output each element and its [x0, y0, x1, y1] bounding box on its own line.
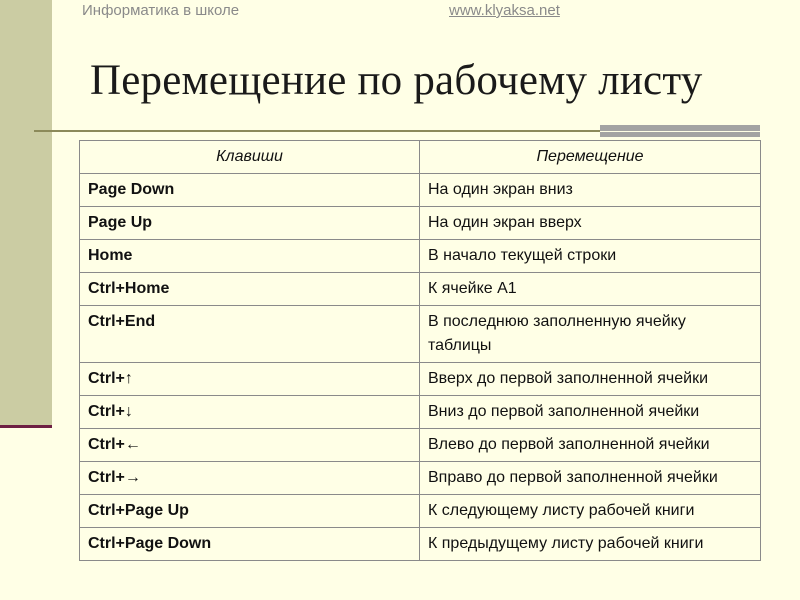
key-cell: Home	[80, 240, 420, 273]
key-cell: Page Down	[80, 174, 420, 207]
title-divider	[34, 130, 600, 132]
left-decorative-band	[0, 0, 52, 425]
table-row	[80, 306, 761, 363]
description-cell: В последнюю заполненную ячейку таблицы	[420, 306, 761, 363]
table-header-row	[80, 141, 761, 174]
description-cell: В начало текущей строки	[420, 240, 761, 273]
key-cell: Ctrl+Page Up	[80, 495, 420, 528]
key-cell: Ctrl+↑	[80, 363, 420, 396]
description-cell: К предыдущему листу рабочей книги	[420, 528, 761, 561]
table-row	[80, 462, 761, 495]
table-row	[80, 363, 761, 396]
key-cell: Ctrl+←	[80, 429, 420, 462]
table-row	[80, 528, 761, 561]
description-cell: Вправо до первой заполненной ячейки	[420, 462, 761, 495]
decorative-stripe	[600, 131, 760, 132]
header-site-name: Информатика в школе	[82, 2, 240, 19]
shortcut-table	[79, 140, 761, 561]
table-row	[80, 174, 761, 207]
table-row	[80, 396, 761, 429]
key-cell: Page Up	[80, 207, 420, 240]
header-site-link[interactable]: www.klyaksa.net	[449, 2, 560, 19]
table-row	[80, 240, 761, 273]
key-cell: Ctrl+End	[80, 306, 420, 363]
column-header-movement: Перемещение	[420, 141, 761, 174]
key-cell: Ctrl+Home	[80, 273, 420, 306]
table-row	[80, 429, 761, 462]
description-cell: На один экран вверх	[420, 207, 761, 240]
description-cell: Влево до первой заполненной ячейки	[420, 429, 761, 462]
key-cell: Ctrl+→	[80, 462, 420, 495]
description-cell: На один экран вниз	[420, 174, 761, 207]
table-row	[80, 273, 761, 306]
table-row	[80, 207, 761, 240]
column-header-keys: Клавиши	[80, 141, 420, 174]
description-cell: Вниз до первой заполненной ячейки	[420, 396, 761, 429]
key-cell: Ctrl+↓	[80, 396, 420, 429]
description-cell: К ячейке А1	[420, 273, 761, 306]
description-cell: К следующему листу рабочей книги	[420, 495, 761, 528]
slide-title: Перемещение по рабочему листу	[90, 57, 703, 104]
key-cell: Ctrl+Page Down	[80, 528, 420, 561]
description-cell: Вверх до первой заполненной ячейки	[420, 363, 761, 396]
table-row	[80, 495, 761, 528]
left-band-accent-line	[0, 425, 52, 428]
